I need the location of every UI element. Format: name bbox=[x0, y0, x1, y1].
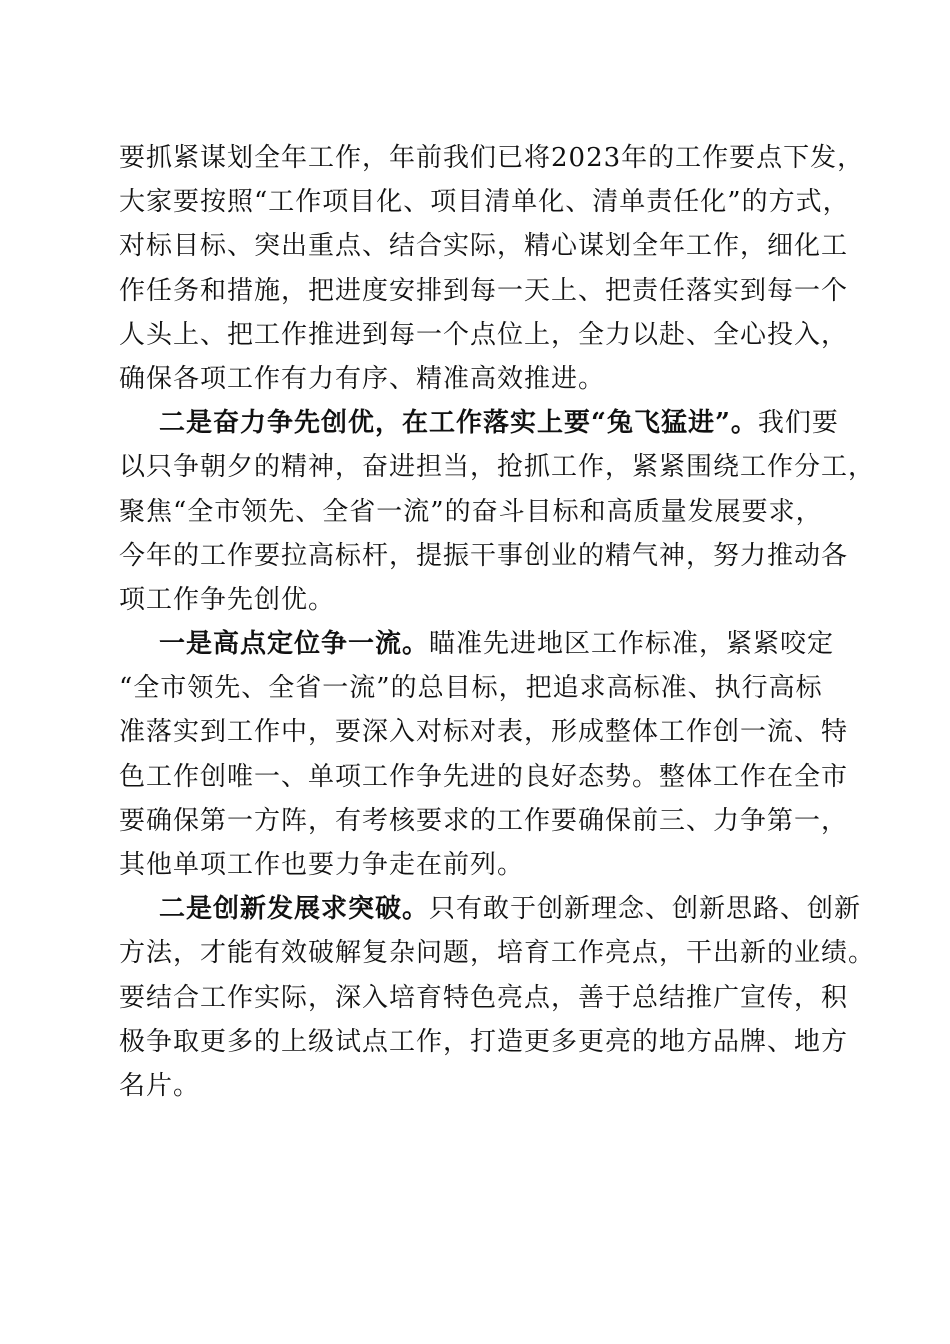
paragraph-heading: 一是高点定位争一流。 bbox=[159, 629, 430, 660]
document-body bbox=[119, 136, 876, 1108]
paragraph-1 bbox=[119, 136, 865, 401]
text-line: 方法，才能有效破解复杂问题，培育工作亮点，干出新的业绩。 bbox=[119, 938, 876, 969]
paragraph-4 bbox=[119, 887, 876, 1108]
text-line: 确保各项工作有力有序、精准高效推进。 bbox=[119, 363, 606, 394]
text-line: 准落实到工作中，要深入对标对表，形成整体工作创一流、特 bbox=[119, 717, 849, 748]
text-line: 对标目标、突出重点、结合实际，精心谋划全年工作，细化工 bbox=[119, 231, 849, 262]
paragraph-text: 瞄准先进地区工作标准，紧紧咬定 bbox=[429, 629, 835, 660]
text-line: 作任务和措施，把进度安排到每一天上、把责任落实到每一个 bbox=[119, 275, 849, 306]
paragraph-2 bbox=[119, 401, 876, 622]
text-line: 以只争朝夕的精神，奋进担当，抢抓工作，紧紧围绕工作分工， bbox=[119, 452, 876, 483]
paragraph-text: 我们要 bbox=[757, 408, 839, 439]
text-line: 极争取更多的上级试点工作，打造更多更亮的地方品牌、地方 bbox=[119, 1026, 849, 1057]
text-line: 今年的工作要拉高标杆，提振干事创业的精气神，努力推动各 bbox=[119, 540, 849, 571]
text-line: 大家要按照“工作项目化、项目清单化、清单责任化”的方式， bbox=[119, 187, 850, 218]
text-line: 要抓紧谋划全年工作，年前我们已将2023年的工作要点下发， bbox=[119, 143, 865, 173]
paragraph-heading: 二是奋力争先创优，在工作落实上要“兔飞猛进”。 bbox=[159, 408, 758, 439]
paragraph-text: 只有敢于创新理念、创新思路、创新 bbox=[429, 894, 862, 925]
text-line: “全市领先、全省一流”的总目标，把追求高标准、执行高标 bbox=[119, 673, 823, 704]
paragraph-first-line bbox=[119, 887, 862, 931]
paragraph-first-line bbox=[119, 401, 839, 445]
text-line: 要确保第一方阵，有考核要求的工作要确保前三、力争第一， bbox=[119, 805, 849, 836]
text-line: 人头上、把工作推进到每一个点位上，全力以赴、全心投入， bbox=[119, 319, 849, 350]
text-line: 色工作创唯一、单项工作争先进的良好态势。整体工作在全市 bbox=[119, 761, 849, 792]
paragraph-3 bbox=[119, 622, 849, 887]
text-line: 其他单项工作也要力争走在前列。 bbox=[119, 850, 525, 880]
text-line: 要结合工作实际，深入培育特色亮点，善于总结推广宣传，积 bbox=[119, 982, 849, 1013]
paragraph-first-line bbox=[119, 622, 835, 666]
text-line: 项工作争先创优。 bbox=[119, 584, 336, 615]
paragraph-heading: 二是创新发展求突破。 bbox=[159, 894, 430, 925]
text-line: 聚焦“全市领先、全省一流”的奋斗目标和高质量发展要求， bbox=[119, 496, 823, 527]
text-line: 名片。 bbox=[119, 1070, 201, 1101]
